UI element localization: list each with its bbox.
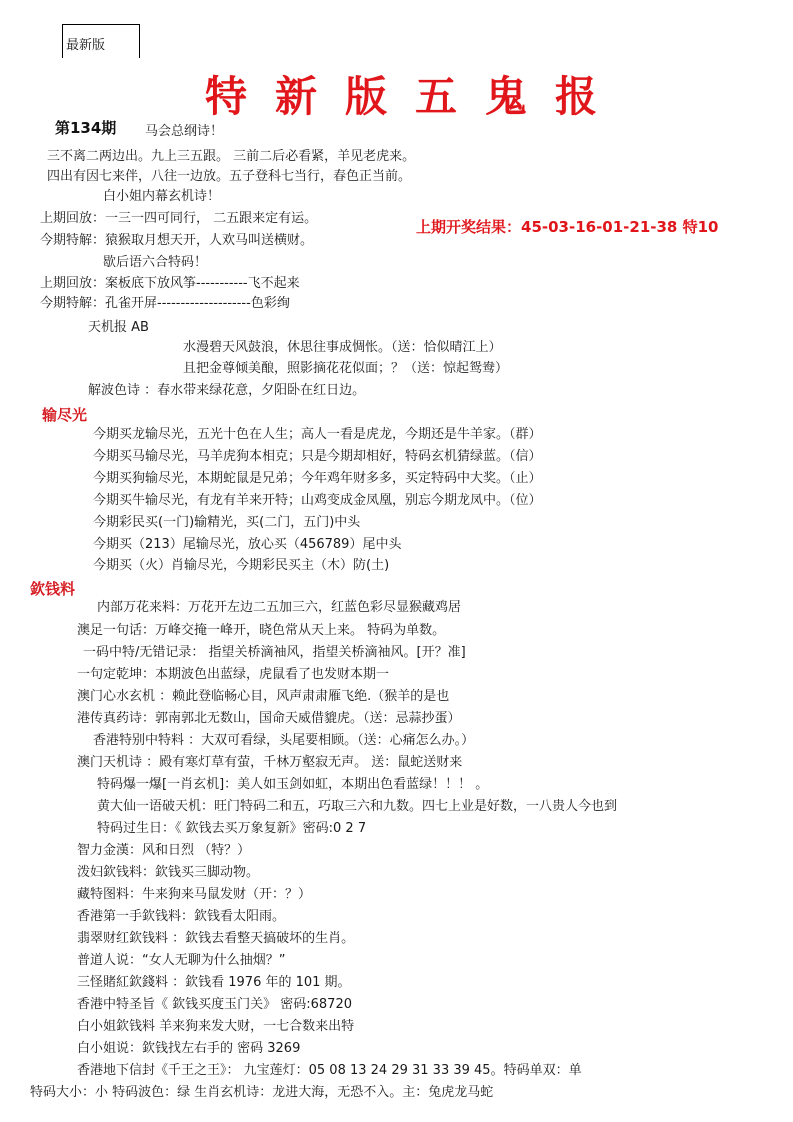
text-line: 今期买牛输尽光，有龙有羊来开特；山鸡变成金凤凰，别忘今期龙凤中。（位） bbox=[93, 493, 542, 508]
text-line: 智力金漢：风和日烈 （特？） bbox=[77, 843, 251, 858]
text-line: 白小姐欽钱料 羊来狗来发大财，一七合数来出特 bbox=[77, 1019, 355, 1034]
edition-tag: 最新版 bbox=[62, 24, 140, 58]
text-line: 今期买（213）尾输尽光，放心买（456789）尾中头 bbox=[93, 537, 402, 552]
issue-number: 第134期 bbox=[55, 119, 117, 137]
text-line: 今期买（火）肖输尽光，今期彩民买主（木）防(土) bbox=[93, 558, 390, 573]
text-line: 普道人说：“女人无聊为什么抽烟？” bbox=[77, 953, 286, 968]
text-line: 水漫碧天风鼓浪，休思往事成惆怅。（送：恰似晴江上） bbox=[183, 340, 502, 355]
text-line: 今期特解：孔雀开屏--------------------色彩绚 bbox=[40, 296, 290, 311]
text-line: 藏特图料：牛来狗来马鼠发财（开：？） bbox=[77, 887, 312, 902]
text-line: 今期特解：猿猴取月想天开，人欢马叫送横财。 bbox=[40, 233, 314, 248]
text-line: 香港第一手欽钱料：欽钱看太阳雨。 bbox=[77, 909, 286, 924]
text-line: 一码中特/无错记录： 指望关桥滴袖风，指望关桥滴袖风。[开？准] bbox=[83, 645, 466, 660]
text-line: 澳足一句话：万峰交掩一峰开，晓色常从天上来。 特码为单数。 bbox=[77, 623, 446, 638]
text-line: 三怪賭紅欽錢料 ：欽钱看 1976 年的 101 期。 bbox=[77, 975, 351, 990]
text-line: 内部万花来料：万花开左边二五加三六，红蓝色彩尽显猴藏鸡居 bbox=[97, 600, 462, 615]
text-line: 翡翠财红欽钱料 ：欽钱去看整天搞破坏的生肖。 bbox=[77, 931, 355, 946]
text-line: 香港中特圣旨《 欽钱买度玉门关》 密码:68720 bbox=[77, 997, 352, 1012]
text-line: 上期回放：案板底下放风筝-----------飞不起来 bbox=[40, 276, 300, 291]
text-line: 黄大仙一语破天机：旺门特码二和五，巧取三六和九数。四七上业是好数，一八贵人今也到 bbox=[97, 799, 618, 814]
text-line: 澳门心水玄机 ：赖此登临畅心目，风声肃肃雁飞绝.（猴羊的是也 bbox=[77, 689, 450, 704]
page-title: 特新版五鬼报 bbox=[205, 72, 626, 121]
text-line: 天机报 AB bbox=[88, 320, 149, 335]
text-line: 且把金尊倾美酿，照影摘花花似面；？（送：惊起鸳鸯） bbox=[183, 361, 509, 376]
text-line: 上期回放：一三一四可同行， 二五跟来定有运。 bbox=[40, 211, 318, 226]
text-line: 今期买狗输尽光，本期蛇鼠是兄弟；今年鸡年财多多，买定特码中大奖。（止） bbox=[93, 471, 542, 486]
text-line: 泼妇欽钱料：欽钱买三脚动物。 bbox=[77, 865, 260, 880]
text-line: 白小姐内幕玄机诗！ bbox=[103, 189, 221, 204]
text-line: 港传真药诗：郭南郭北无数山，国命天威借貔虎。（送：忌蒜抄蛋） bbox=[77, 711, 461, 726]
text-line: 三不离二两边出。九上三五跟。 三前二后必看紧，羊见老虎来。 bbox=[47, 149, 416, 164]
last-draw-result: 上期开奖结果：45-03-16-01-21-38 特10 bbox=[416, 218, 719, 236]
text-line: 特码过生日：《 欽钱去买万象复新》密码:0 2 7 bbox=[97, 821, 367, 836]
text-line: 白小姐说：欽钱找左右手的 密码 3269 bbox=[77, 1041, 301, 1056]
text-line: 一句定乾坤：本期波色出蓝绿，虎鼠看了也发财本期一 bbox=[77, 667, 390, 682]
section-title-shu: 输尽光 bbox=[42, 406, 88, 424]
text-line: 特码爆一爆[一肖玄机]：美人如玉剑如虹，本期出色看蓝绿！！！ 。 bbox=[97, 777, 489, 792]
text-line: 特码大小：小 特码波色：绿 生肖玄机诗：龙进大海，无恐不入。主：兔虎龙马蛇 bbox=[30, 1085, 494, 1100]
text-line: 今期彩民买(一门)输精光，买(二门，五门)中头 bbox=[93, 515, 361, 530]
text-line: 歇后语六合特码！ bbox=[103, 255, 208, 270]
text-line: 澳门天机诗 ：殿有寒灯草有萤，千林万壑寂无声。 送：鼠蛇送财来 bbox=[77, 755, 463, 770]
text-line: 香港特别中特料 ：大双可看绿，头尾要相顾。（送：心痛怎么办。） bbox=[93, 733, 475, 748]
section-title-qin: 欽钱料 bbox=[30, 580, 76, 598]
text-line: 今期买龙输尽光，五光十色在人生；高人一看是虎龙，今期还是牛羊家。（群） bbox=[93, 427, 542, 442]
text-line: 马会总纲诗！ bbox=[145, 124, 224, 139]
text-line: 四出有因七来伴，八往一边放。五子登科七当行，春色正当前。 bbox=[47, 169, 412, 184]
text-line: 解波色诗 ：春水带来绿花意，夕阳卧在红日边。 bbox=[88, 383, 366, 398]
text-line: 今期买马输尽光，马羊虎狗本相克；只是今期却相好，特码玄机猜绿蓝。（信） bbox=[93, 449, 542, 464]
text-line: 香港地下信封《千王之王》： 九宝莲灯：05 08 13 24 29 31 33 39 45。特码单双：单 bbox=[77, 1063, 582, 1078]
